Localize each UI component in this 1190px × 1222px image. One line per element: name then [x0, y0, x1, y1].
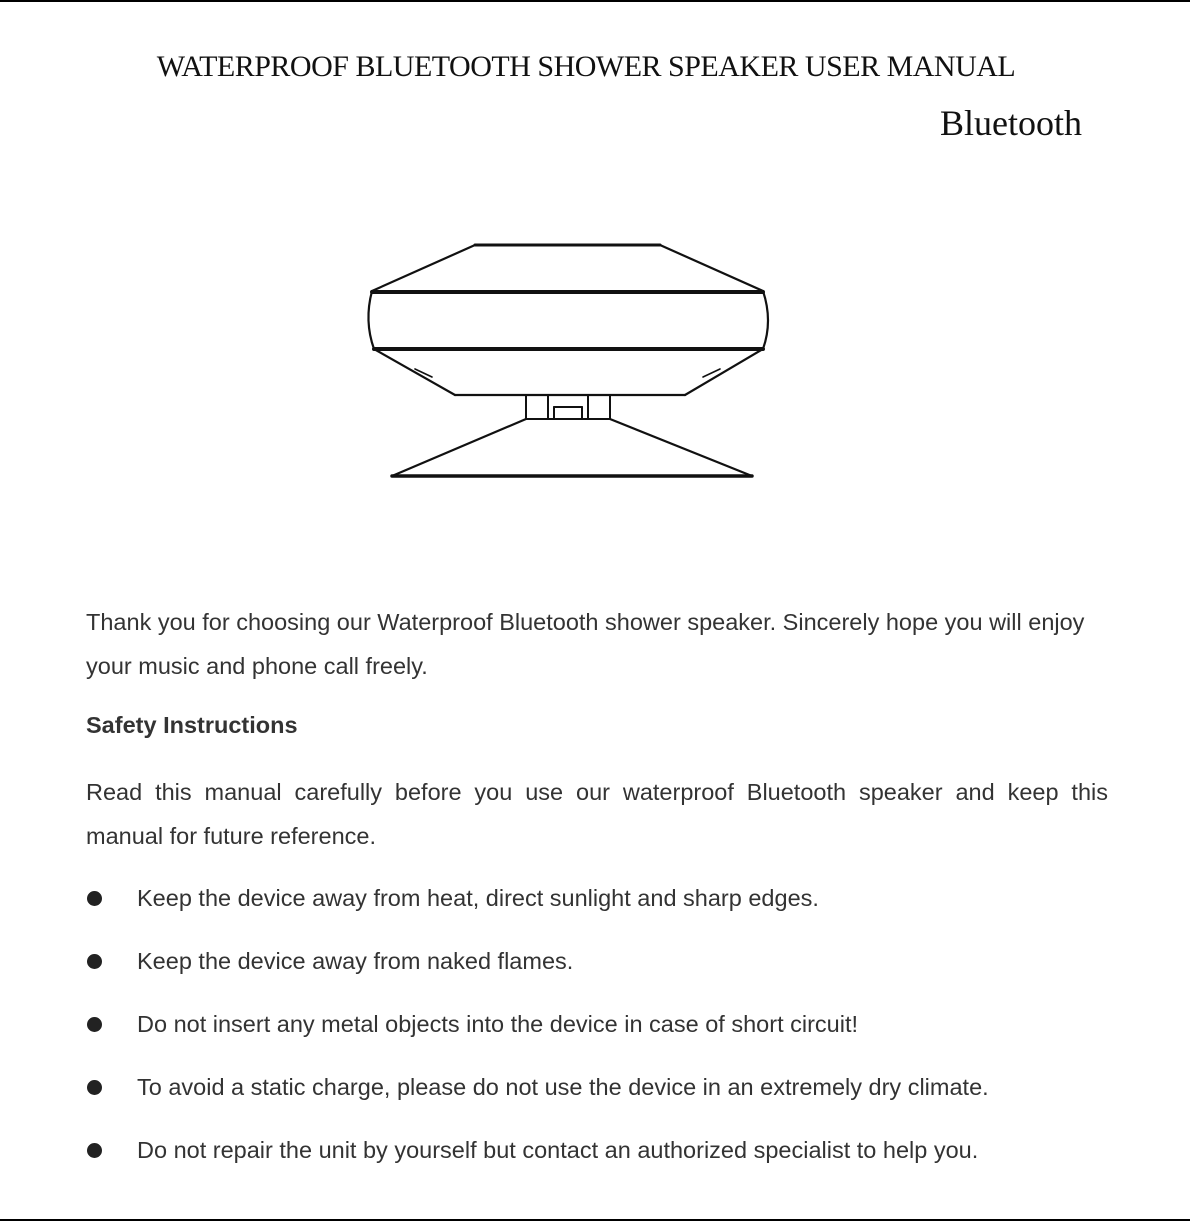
top-border-line — [0, 0, 1190, 2]
intro-paragraph: Thank you for choosing our Waterproof Bluetooth shower speaker. Sincerely hope you will enjoy your music and phone call freely. — [86, 609, 1085, 679]
manual-title: WATERPROOF BLUETOOTH SHOWER SPEAKER USER MANUAL — [156, 50, 1016, 83]
bottom-border-line — [0, 1219, 1190, 1221]
safety-list — [0, 875, 1190, 1190]
bullet-icon — [87, 1080, 102, 1095]
shower-speaker-icon — [360, 235, 780, 485]
list-item-text: Keep the device away from heat, direct sunlight and sharp edges. — [137, 885, 819, 911]
list-item — [0, 1127, 1190, 1190]
bullet-icon — [87, 1017, 102, 1032]
list-item — [0, 875, 1190, 938]
list-item-text: Do not repair the unit by yourself but contact an authorized specialist to help you. — [137, 1137, 979, 1163]
list-item — [0, 1001, 1190, 1064]
bluetooth-label: Bluetooth — [940, 103, 1082, 143]
bullet-icon — [87, 954, 102, 969]
list-item — [0, 938, 1190, 1001]
bullet-icon — [87, 1143, 102, 1158]
list-item — [0, 1064, 1190, 1127]
list-item-text: Do not insert any metal objects into the device in case of short circuit! — [137, 1011, 859, 1037]
safety-intro-paragraph: Read this manual carefully before you use our waterproof Bluetooth speaker and keep this manual for future reference. — [86, 779, 1108, 849]
safety-heading: Safety Instructions — [86, 712, 298, 738]
list-item-text: Keep the device away from naked flames. — [137, 948, 574, 974]
list-item-text: To avoid a static charge, please do not use the device in an extremely dry climate. — [137, 1074, 989, 1100]
bullet-icon — [87, 891, 102, 906]
